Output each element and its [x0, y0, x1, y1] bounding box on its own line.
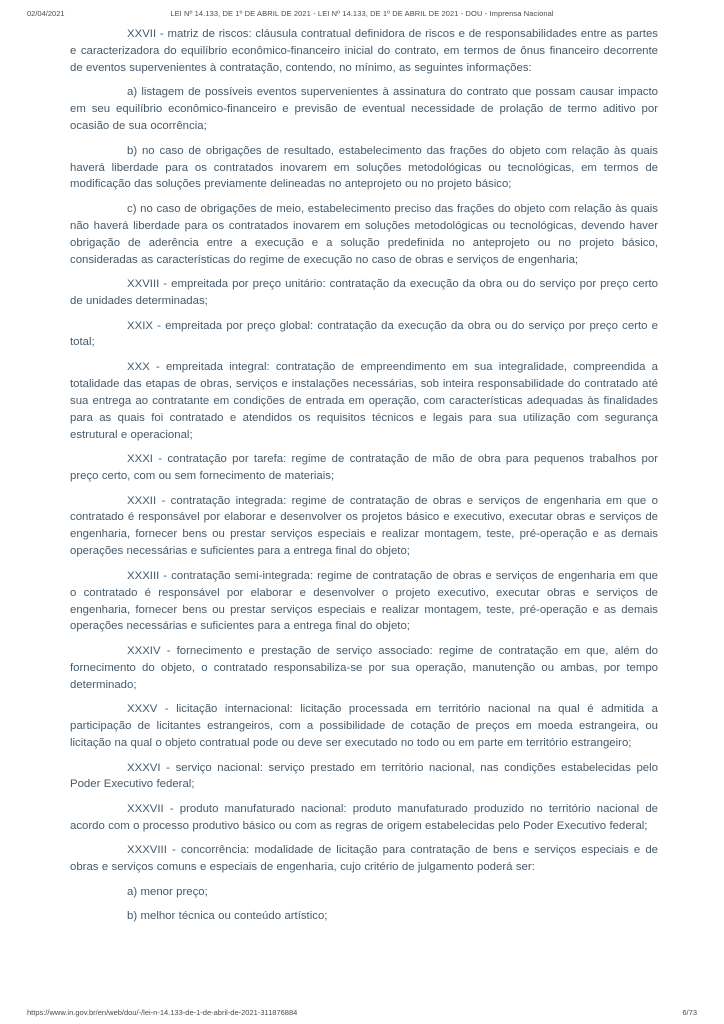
footer-url: https://www.in.gov.br/en/web/dou/-/lei-n-14.133-de-1-de-abril-de-2021-311876884	[27, 1008, 298, 1017]
paragraph-xxviii: XXVIII - empreitada por preço unitário: contratação da execução da obra ou do serviço por preço certo de unidades determinadas;	[70, 278, 658, 308]
paragraph-item-a: a) listagem de possíveis eventos supervenientes à assinatura do contrato que possam causar impacto em seu equilíbrio econômico-financeiro e previsão de eventual necessidade de prolação de termo aditivo por ocasião de sua ocorrência;	[70, 86, 658, 133]
paragraph-xxxviii: XXXVIII - concorrência: modalidade de licitação para contratação de bens e serviços especiais e de obras e serviços comuns e especiais de engenharia, cujo critério de julgamento poderá ser:	[70, 844, 658, 874]
document-body	[70, 26, 658, 933]
paragraph-xxxi: XXXI - contratação por tarefa: regime de contratação de mão de obra para pequenos trabalhos por preço certo, com ou sem fornecimento de materiais;	[70, 453, 658, 482]
print-header	[27, 9, 697, 21]
paragraph-xxxv: XXXV - licitação internacional: licitação processada em território nacional na qual é admitida a participação de licitantes estrangeiros, com a possibilidade de cotação de preços em moeda estrangeira, ou licitação na qual o objeto contratual pode ou deve ser executado no todo ou em parte em território estrangeiro;	[70, 703, 658, 750]
paragraph-item-a2: a) menor preço;	[127, 885, 208, 898]
paragraph-xxxvi: XXXVI - serviço nacional: serviço prestado em território nacional, nas condições estabelecidas pelo Poder Executivo federal;	[70, 761, 658, 791]
paragraph-xxxvii: XXXVII - produto manufaturado nacional: produto manufaturado produzido no território nacional de acordo com o processo produtivo básico ou com as regras de origem estabelecidas pelo Poder Executivo federal;	[70, 802, 658, 832]
header-title: LEI Nº 14.133, DE 1º DE ABRIL DE 2021 - LEI Nº 14.133, DE 1º DE ABRIL DE 2021 - DOU - Imprensa Nacional	[170, 9, 554, 18]
paragraph-item-c: c) no caso de obrigações de meio, estabelecimento preciso das frações do objeto com relação às quais não haverá liberdade para os contratados inovarem em soluções metodológicas ou tecnológicas, devendo haver obrigação de aderência entre a execução e a solução predefinida no anteprojeto ou no projeto básico, consideradas as características do regime de execução no caso de obras e serviços de engenharia;	[70, 202, 658, 266]
paragraph-xxx: XXX - empreitada integral: contratação de empreendimento em sua integralidade, compreendida a totalidade das etapas de obras, serviços e instalações necessárias, sob inteira responsabilidade do contratado até sua entrega ao contratante em condições de entrada em operação, com características adequadas às finalidades para as quais foi contratado e atendidos os requisitos técnicos e legais para sua utilização com segurança estrutural e operacional;	[70, 360, 658, 441]
paragraph-xxvii: XXVII - matriz de riscos: cláusula contratual definidora de riscos e de responsabilidades entre as partes e caracterizadora do equilíbrio econômico-financeiro inicial do contrato, em termos de ônus financeiro decorrente de eventos supervenientes à contratação, contendo, no mínimo, as seguintes informações:	[70, 28, 658, 74]
paragraph-item-b2: b) melhor técnica ou conteúdo artístico;	[127, 910, 328, 923]
print-footer	[27, 1008, 697, 1017]
paragraph-xxxiv: XXXIV - fornecimento e prestação de serviço associado: regime de contratação em que, além do fornecimento do objeto, o contratado responsabiliza-se por sua operação, manutenção ou ambas, por tempo determinado;	[70, 644, 658, 691]
paragraph-item-b: b) no caso de obrigações de resultado, estabelecimento das frações do objeto com relação às quais haverá liberdade para os contratados inovarem em soluções metodológicas ou tecnológicas, em termos de modificação das soluções previamente delineadas no anteprojeto ou no projeto básico;	[70, 144, 658, 191]
paragraph-xxxii: XXXII - contratação integrada: regime de contratação de obras e serviços de engenharia em que o contratado é responsável por elaborar e desenvolver os projetos básico e executivo, executar obras e serviços de engenharia, fornecer bens ou prestar serviços especiais e realizar montagem, teste, pré-operação e as demais operações necessárias e suficientes para a entrega final do objeto;	[70, 494, 658, 558]
paragraph-xxix: XXIX - empreitada por preço global: contratação da execução da obra ou do serviço por preço certo e total;	[70, 319, 658, 349]
header-date: 02/04/2021	[27, 9, 65, 18]
paragraph-xxxiii: XXXIII - contratação semi-integrada: regime de contratação de obras e serviços de engenharia em que o contratado é responsável por elaborar e desenvolver o projeto executivo, executar obras e serviços de engenharia, fornecer bens ou prestar serviços especiais e realizar montagem, teste, pré-operação e as demais operações necessárias e suficientes para a entrega final do objeto;	[70, 569, 658, 633]
page-number: 6/73	[682, 1008, 697, 1017]
